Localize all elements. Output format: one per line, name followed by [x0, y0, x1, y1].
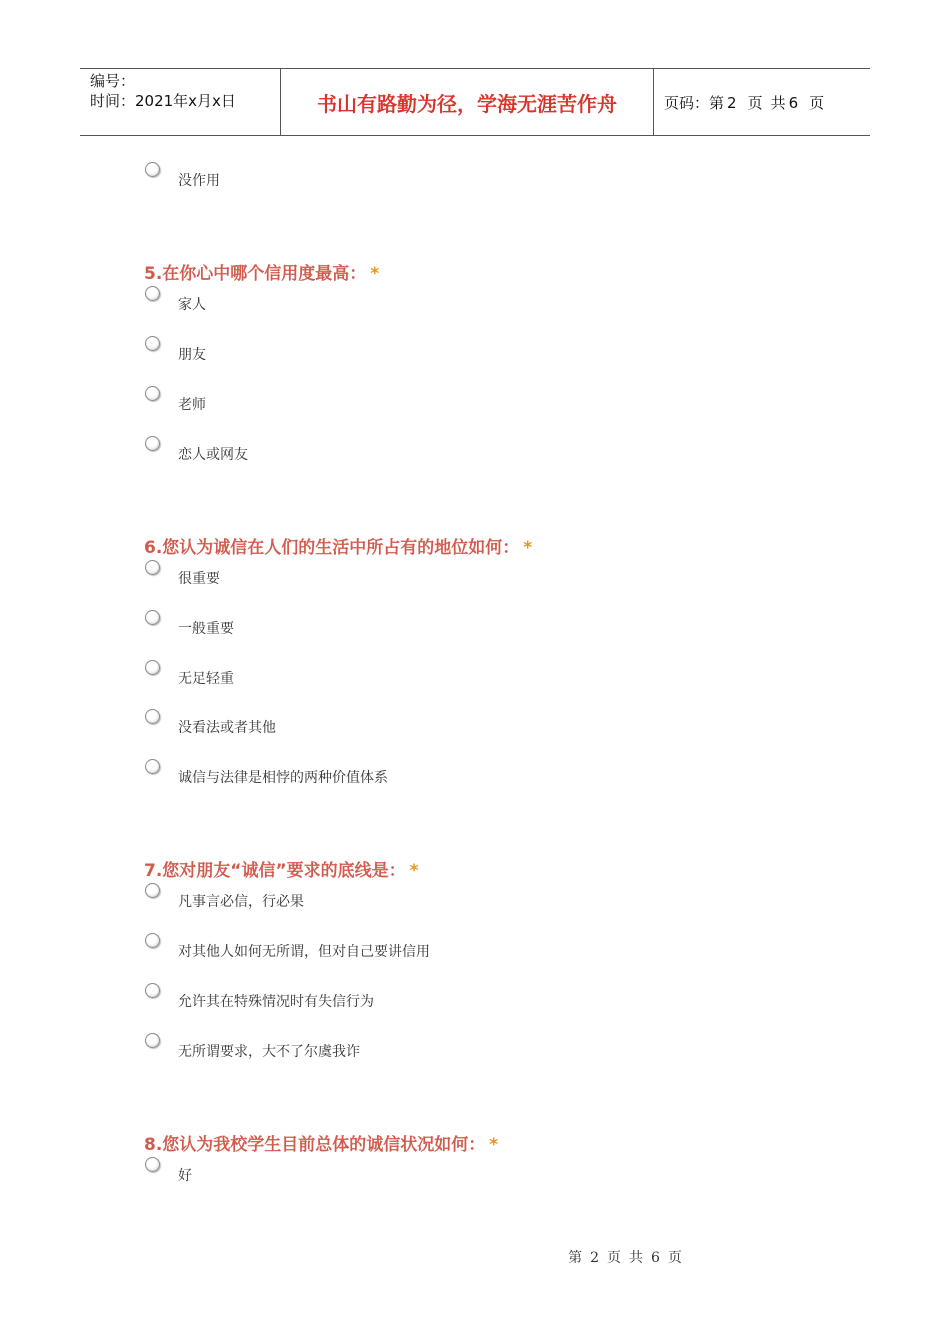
option-label: 恋人或网友 — [178, 447, 248, 463]
option-item[interactable] — [145, 1033, 360, 1060]
radio-button[interactable] — [145, 560, 160, 575]
option-label: 允许其在特殊情况时有失信行为 — [178, 994, 374, 1010]
option-item[interactable] — [145, 286, 206, 313]
option-item[interactable] — [145, 759, 388, 786]
option-label: 朋友 — [178, 347, 206, 363]
document-number-label: 编号： — [90, 72, 136, 90]
question-title: 6.您认为诚信在人们的生活中所占有的地位如何： * — [144, 538, 533, 558]
option-label: 好 — [178, 1168, 192, 1184]
required-marker: * — [409, 861, 419, 881]
option-label: 对其他人如何无所谓，但对自己要讲信用 — [178, 944, 430, 960]
page-footer: 第 2 页 共 6 页 — [568, 1250, 682, 1266]
option-item[interactable] — [145, 883, 304, 910]
radio-button[interactable] — [145, 1033, 160, 1048]
page-total: 共 6 页 — [770, 93, 825, 112]
option-item[interactable] — [145, 610, 234, 637]
radio-button[interactable] — [145, 933, 160, 948]
radio-button[interactable] — [145, 983, 160, 998]
option-label: 老师 — [178, 397, 206, 413]
page-label: 页码：第 2 页 — [664, 93, 763, 112]
header-page-info — [654, 69, 870, 135]
radio-button[interactable] — [145, 436, 160, 451]
question-title: 8.您认为我校学生目前总体的诚信状况如何： * — [144, 1135, 499, 1155]
header-motto: 书山有路勤为径，学海无涯苦作舟 — [281, 69, 654, 135]
required-marker: * — [523, 538, 533, 558]
radio-button[interactable] — [145, 1157, 160, 1172]
radio-button[interactable] — [145, 610, 160, 625]
option-item[interactable] — [145, 336, 206, 363]
radio-button[interactable] — [145, 883, 160, 898]
option-item[interactable] — [145, 933, 430, 960]
radio-button[interactable] — [145, 759, 160, 774]
radio-button[interactable] — [145, 709, 160, 724]
required-marker: * — [370, 264, 380, 284]
option-item[interactable] — [145, 709, 276, 736]
option-item[interactable] — [145, 1157, 192, 1184]
option-item[interactable] — [145, 386, 206, 413]
option-label: 家人 — [178, 297, 206, 313]
option-label: 很重要 — [178, 571, 220, 587]
required-marker: * — [489, 1135, 499, 1155]
option-item[interactable] — [145, 436, 248, 463]
question-title: 7.您对朋友“诚信”要求的底线是： * — [144, 861, 419, 881]
option-label: 无足轻重 — [178, 671, 234, 687]
option-label: 无所谓要求，大不了尔虞我诈 — [178, 1044, 360, 1060]
option-item[interactable] — [145, 660, 234, 687]
option-item[interactable] — [145, 162, 220, 189]
option-label: 诚信与法律是相悖的两种价值体系 — [178, 770, 388, 786]
option-item[interactable] — [145, 983, 374, 1010]
option-label: 没作用 — [178, 173, 220, 189]
option-label: 凡事言必信，行必果 — [178, 894, 304, 910]
option-label: 没看法或者其他 — [178, 720, 276, 736]
header-meta — [80, 69, 281, 135]
radio-button[interactable] — [145, 660, 160, 675]
page-header — [80, 68, 870, 136]
option-label: 一般重要 — [178, 621, 234, 637]
document-time-label: 时间：2021年x月x日 — [90, 92, 236, 110]
radio-button[interactable] — [145, 336, 160, 351]
option-item[interactable] — [145, 560, 220, 587]
radio-button[interactable] — [145, 386, 160, 401]
question-title: 5.在你心中哪个信用度最高： * — [144, 264, 380, 284]
radio-button[interactable] — [145, 162, 160, 177]
radio-button[interactable] — [145, 286, 160, 301]
